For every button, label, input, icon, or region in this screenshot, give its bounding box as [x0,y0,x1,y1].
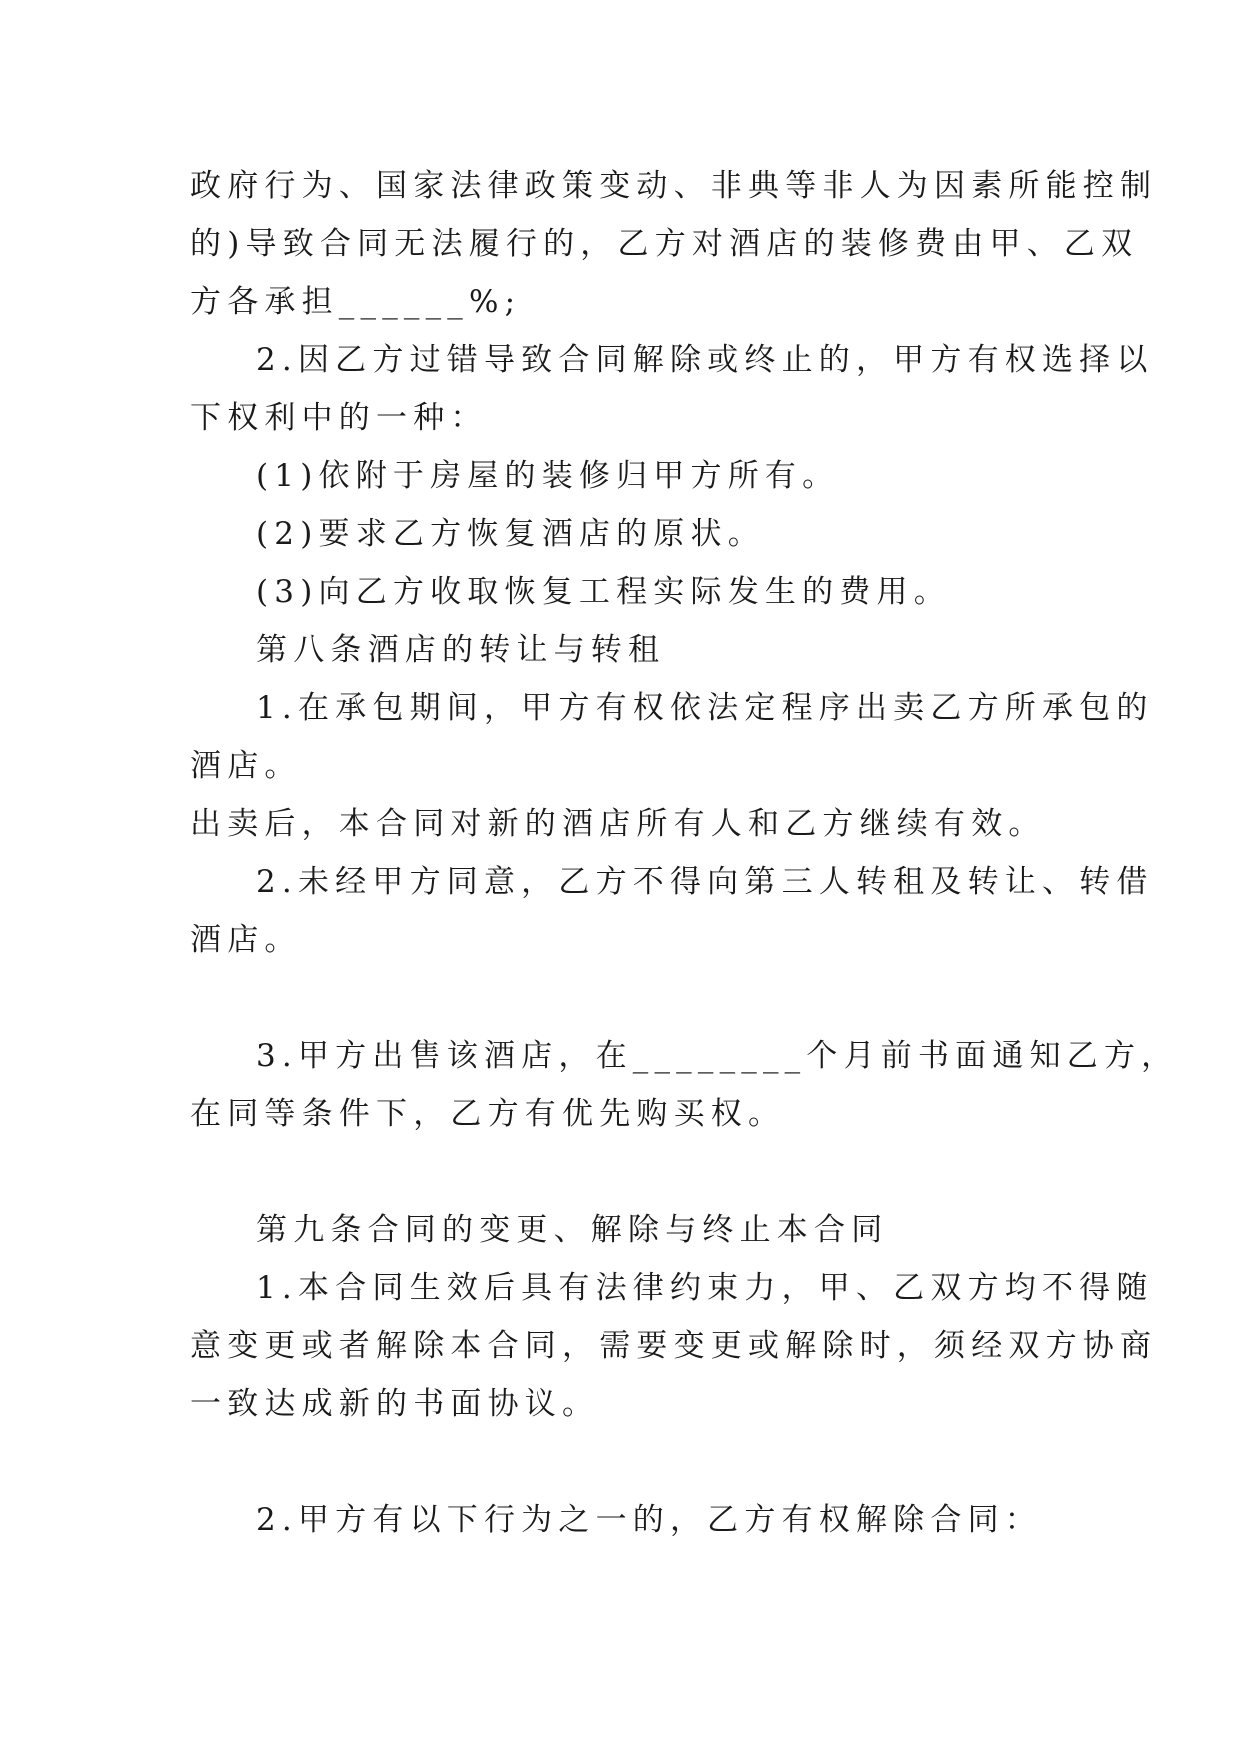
clause-item: 2.因乙方过错导致合同解除或终止的，甲方有权选择以 [256,342,1154,378]
list-item: (3)向乙方收取恢复工程实际发生的费用。 [256,574,951,610]
clause-item: 2.甲方有以下行为之一的，乙方有权解除合同： [256,1502,1042,1538]
paragraph-line: 酒店。 [190,922,302,958]
paragraph-line: 的)导致合同无法履行的，乙方对酒店的装修费由甲、乙双 [190,226,1139,262]
paragraph-line: 下权利中的一种： [190,400,488,436]
paragraph-line: 在同等条件下，乙方有优先购买权。 [190,1096,786,1132]
clause-item: 1.本合同生效后具有法律约束力，甲、乙双方均不得随 [256,1270,1154,1306]
clause-item: 1.在承包期间，甲方有权依法定程序出卖乙方所承包的 [256,690,1154,726]
section-heading: 第八条酒店的转让与转租 [256,632,666,668]
clause-item: 2.未经甲方同意，乙方不得向第三人转租及转让、转借 [256,864,1154,900]
paragraph-line: 方各承担______%; [190,284,522,320]
section-heading: 第九条合同的变更、解除与终止本合同 [256,1212,889,1248]
paragraph-line: 出卖后，本合同对新的酒店所有人和乙方继续有效。 [190,806,1046,842]
list-item: (1)依附于房屋的装修归甲方所有。 [256,458,840,494]
paragraph-line: 酒店。 [190,748,302,784]
paragraph-line: 政府行为、国家法律政策变动、非典等非人为因素所能控制 [190,168,1158,204]
list-item: (2)要求乙方恢复酒店的原状。 [256,516,765,552]
paragraph-line: 意变更或者解除本合同，需要变更或解除时，须经双方协商 [190,1328,1158,1364]
paragraph-line: 一致达成新的书面协议。 [190,1386,600,1422]
clause-item: 3.甲方出售该酒店，在________个月前书面通知乙方， [256,1038,1179,1074]
